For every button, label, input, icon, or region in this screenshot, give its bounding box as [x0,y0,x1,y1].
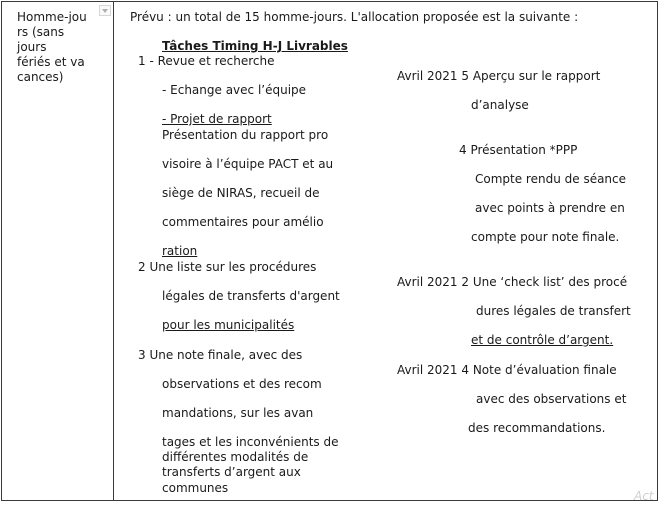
left-item: mandations, sur les avan [162,406,314,420]
left-item: 3 Une note finale, avec des [138,348,303,362]
table-header: Tâches Timing H-J Livrables [162,39,348,53]
left-item: différentes modalités de [162,450,309,464]
column-divider [113,1,114,501]
left-header-line: cances) [17,70,64,84]
right-item: dures légales de transfert [476,304,631,318]
left-item: visoire à l’équipe PACT et au [162,157,334,171]
left-item: - Echange avec l’équipe [162,83,307,97]
left-header-line: jours [17,40,47,54]
left-item: 1 - Revue et recherche [138,54,275,68]
right-item: et de contrôle d’argent. [471,333,614,347]
left-header-line: rs (sans [17,25,65,39]
right-item: Avril 2021 5 Aperçu sur le rapport [397,69,601,83]
left-item: ration [162,244,198,258]
right-item: d’analyse [471,98,529,112]
right-item: avec des observations et [476,392,627,406]
left-item: observations et des recom [162,377,322,391]
left-item: transferts d’argent aux [162,465,301,479]
right-item: avec points à prendre en [475,201,625,215]
left-item: pour les municipalités [162,318,295,332]
right-item: Avril 2021 2 Une ‘check list’ des procé [397,275,628,289]
left-item: légales de transferts d'argent [162,289,340,303]
right-item: compte pour note finale. [471,230,620,244]
left-item: siège de NIRAS, recueil de [162,186,320,200]
left-header-line: fériés et va [17,55,85,69]
right-item: des recommandations. [468,421,606,435]
left-item: 2 Une liste sur les procédures [138,260,317,274]
right-item: Avril 2021 4 Note d’évaluation finale [397,363,617,377]
filter-dropdown-button[interactable] [99,5,111,16]
left-item: - Projet de rapport [162,112,272,126]
right-item: 4 Présentation *PPP [459,143,578,157]
left-item: tages et les inconvénients de [162,435,339,449]
watermark-text: Act [634,489,654,503]
right-item: Compte rendu de séance [475,172,627,186]
left-item: communes [162,481,229,495]
left-item: commentaires pour amélio [162,215,324,229]
intro-text: Prévu : un total de 15 homme-jours. L'allocation proposée est la suivante : [130,10,579,24]
left-item: Présentation du rapport pro [162,128,329,142]
left-header-line: Homme-jou [17,10,87,24]
